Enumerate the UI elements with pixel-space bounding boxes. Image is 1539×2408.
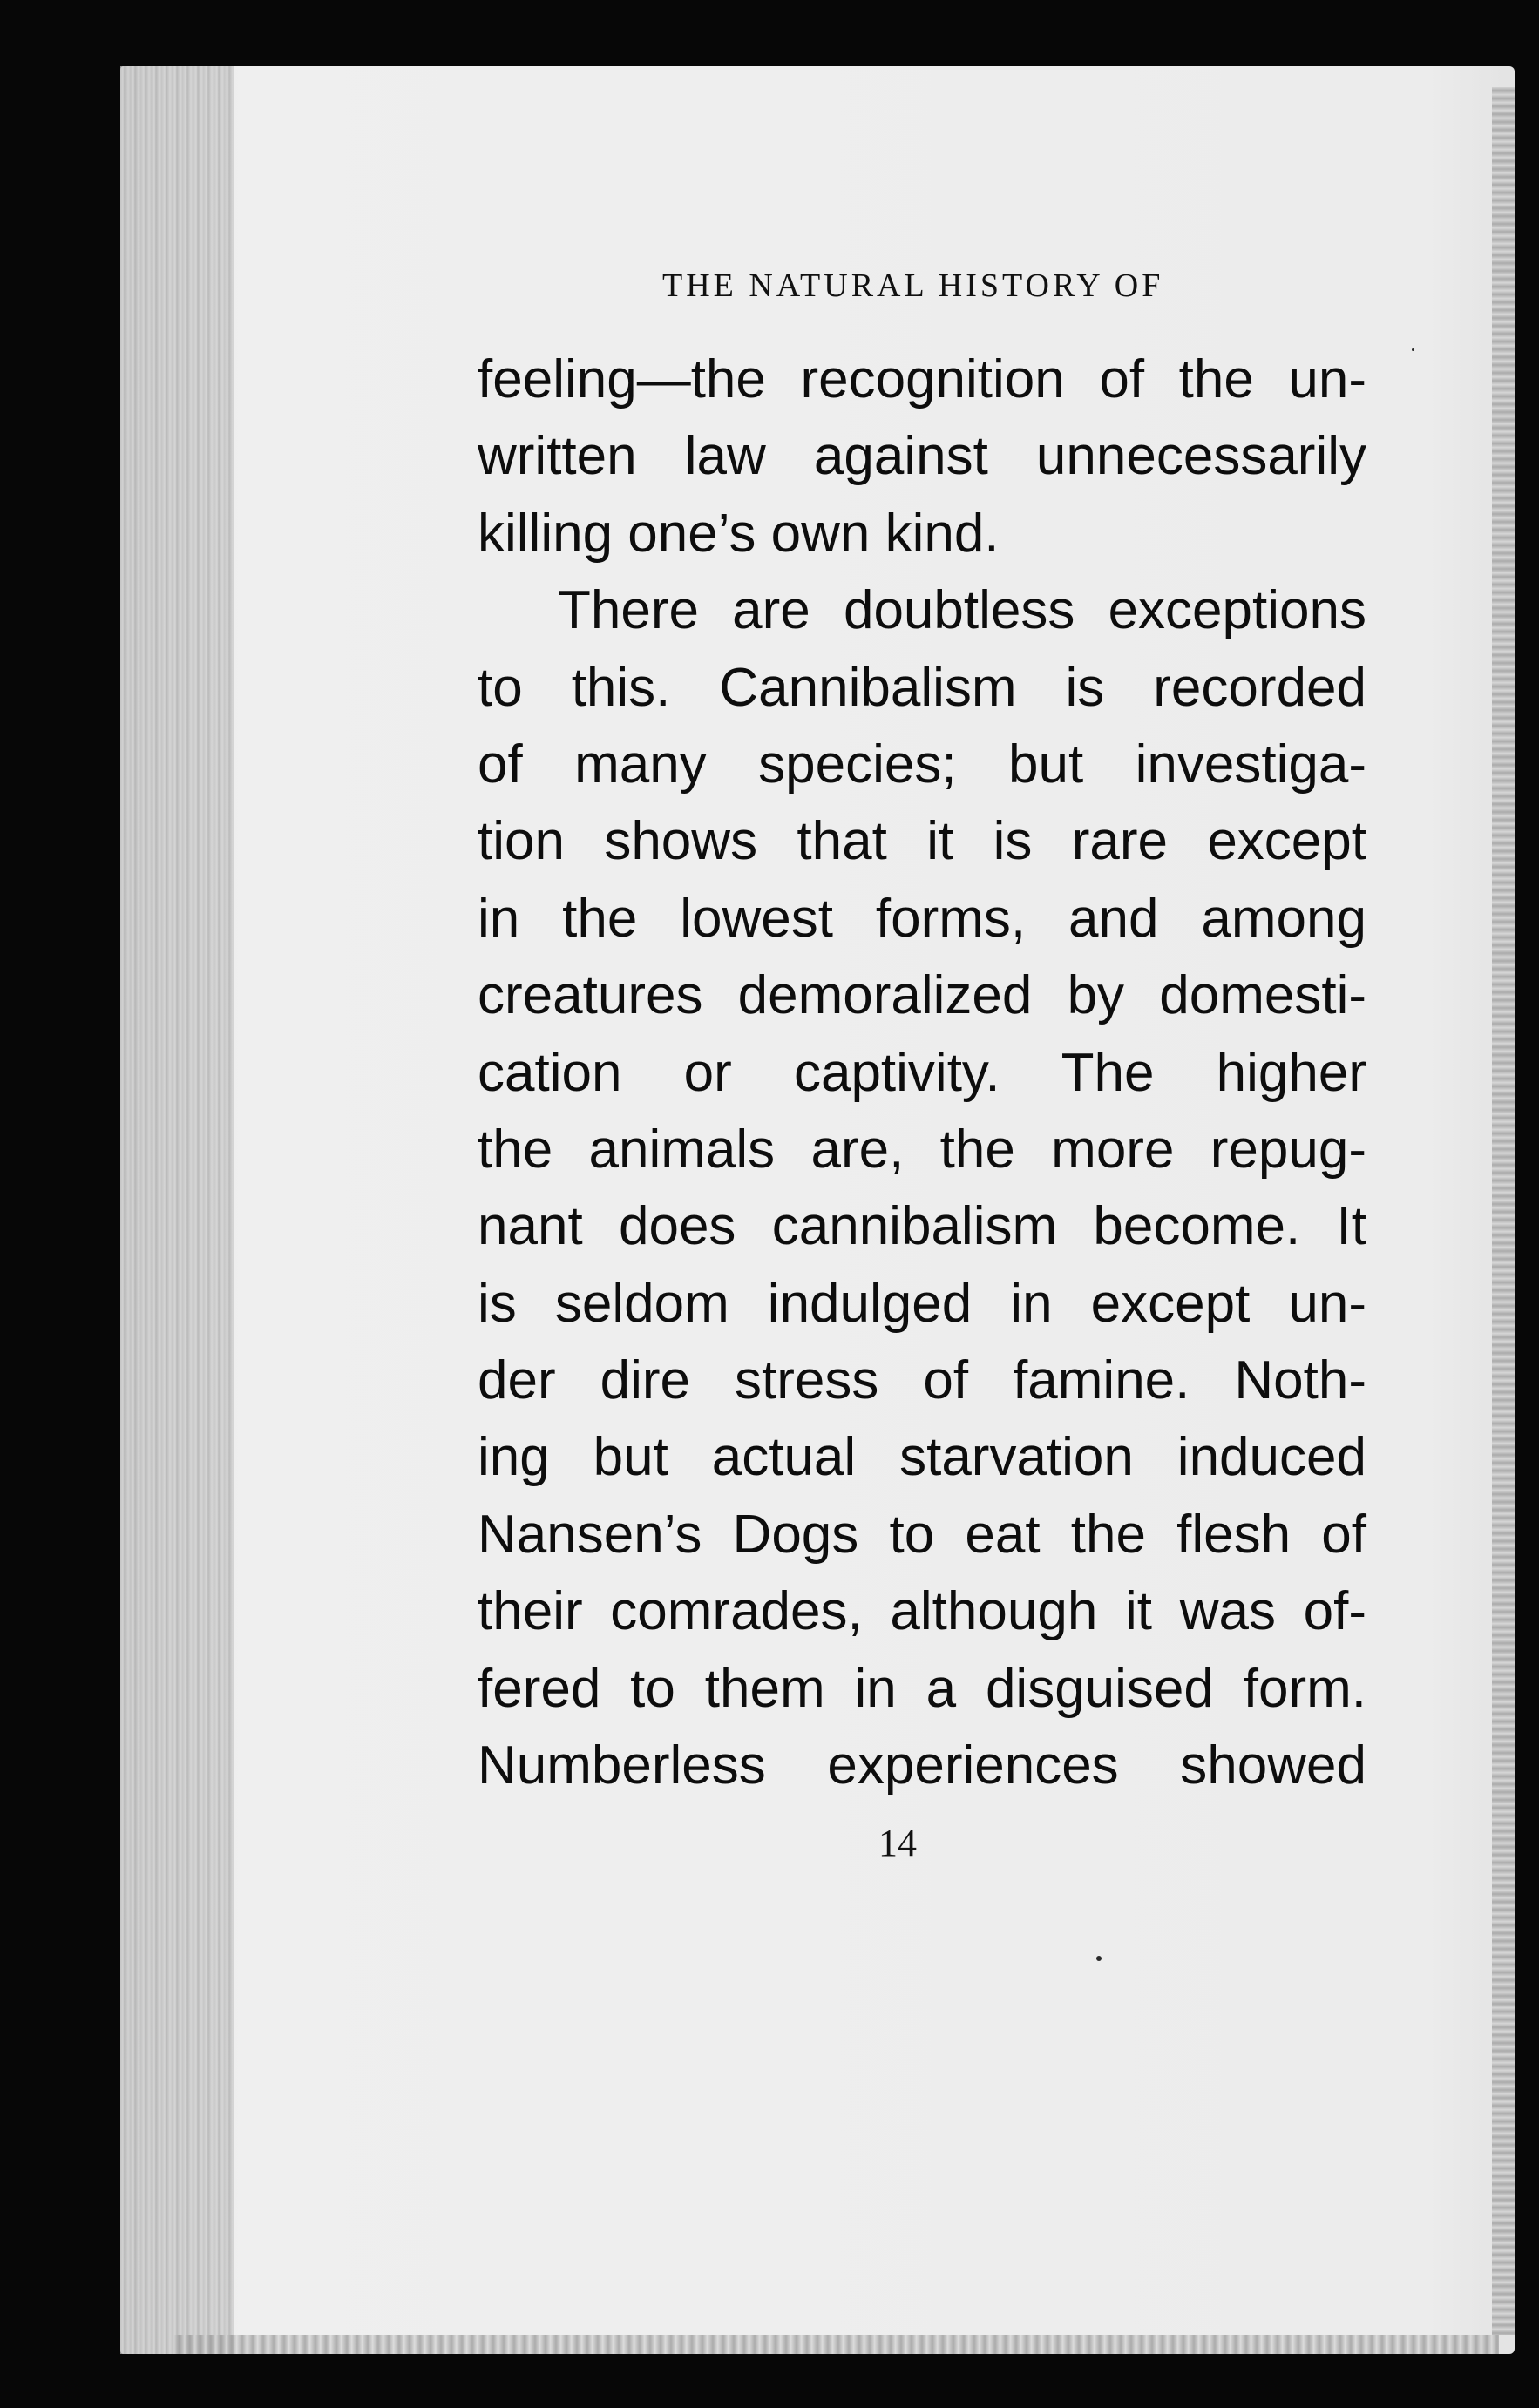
text-line: Numberless experiences showed [478, 1735, 1366, 1796]
text-line: is seldom indulged in except un- [478, 1273, 1366, 1334]
running-head: THE NATURAL HISTORY OF [662, 267, 1164, 304]
scan-speck [1412, 348, 1414, 351]
text-line: in the lowest forms, and among [478, 888, 1366, 949]
page-edge-bottom [174, 2335, 1499, 2354]
text-line: Nansen’s Dogs to eat the flesh of [478, 1504, 1366, 1565]
book-binding-gutter [120, 66, 234, 2354]
text-line: creatures demoralized by domesti- [478, 965, 1366, 1026]
text-line: nant does cannibalism become. It [478, 1196, 1366, 1257]
text-line: ing but actual starvation induced [478, 1427, 1366, 1488]
page-edge-right [1492, 87, 1515, 2335]
text-line: to this. Cannibalism is recorded [478, 657, 1366, 718]
body-text [478, 342, 1366, 1804]
text-line: cation or captivity. The higher [478, 1042, 1366, 1103]
text-line: der dire stress of famine. Noth- [478, 1350, 1366, 1411]
text-line: There are doubtless exceptions [558, 580, 1366, 641]
text-line: tion shows that it is rare except [478, 811, 1366, 872]
page-number: 14 [878, 1822, 917, 1864]
text-line: feeling—the recognition of the un- [478, 349, 1366, 409]
scan-speck [1096, 1956, 1102, 1961]
text-line: fered to them in a disguised form. [478, 1658, 1366, 1719]
text-line: their comrades, although it was of- [478, 1581, 1366, 1642]
text-line: killing one’s own kind. [478, 503, 1000, 564]
text-line: the animals are, the more repug- [478, 1119, 1366, 1180]
text-line: of many species; but investiga- [478, 734, 1366, 795]
text-line: written law against unnecessarily [478, 426, 1366, 487]
